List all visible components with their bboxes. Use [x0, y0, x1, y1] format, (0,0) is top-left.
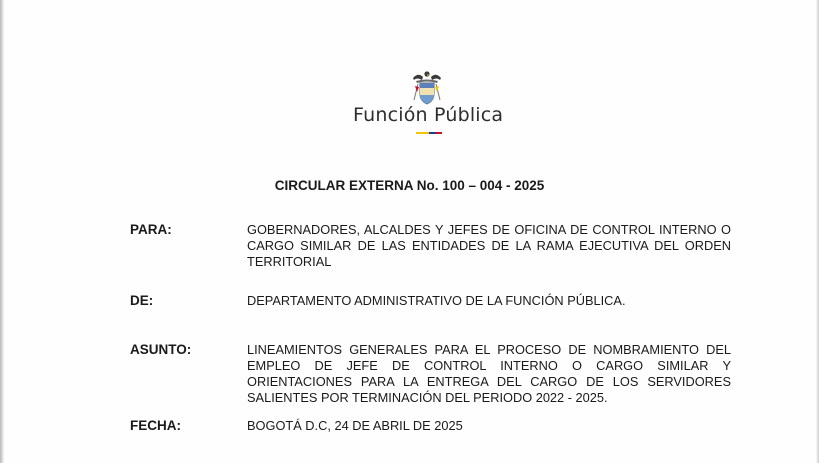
colombia-flag-stripe [416, 132, 442, 134]
asunto-value: LINEAMIENTOS GENERALES PARA EL PROCESO DE NOMBRAMIENTO DEL EMPLEO DE JEFE DE CONTROL INTERNO O CARGO SIMILAR Y ORIENTACIONES PARA LA ENTREGA DEL CARGO DE LOS SERVIDORES SALIENTES POR TERMINACIÓN DEL PERIODO 2022 - 2025. [247, 342, 731, 405]
de-label: DE: [130, 293, 154, 308]
flag-stripe-yellow [416, 132, 429, 134]
para-value: GOBERNADORES, ALCALDES Y JEFES DE OFICINA DE CONTROL INTERNO O CARGO SIMILAR DE LAS ENTIDADES DE LA RAMA EJECUTIVA DEL ORDEN TERRITORIAL [247, 222, 731, 269]
asunto-label: ASUNTO: [130, 342, 192, 357]
brand-name: Función Pública [353, 104, 504, 126]
coat-of-arms-icon [410, 70, 444, 108]
flag-stripe-red [436, 132, 443, 134]
fecha-label: FECHA: [130, 418, 181, 433]
page-left-edge-shadow [0, 0, 4, 463]
para-label: PARA: [130, 222, 172, 237]
de-value: DEPARTAMENTO ADMINISTRATIVO DE LA FUNCIÓN PÚBLICA. [247, 293, 626, 308]
circular-title: CIRCULAR EXTERNA No. 100 – 004 - 2025 [274, 178, 545, 193]
fecha-value: BOGOTÁ D.C, 24 DE ABRIL DE 2025 [247, 418, 463, 433]
